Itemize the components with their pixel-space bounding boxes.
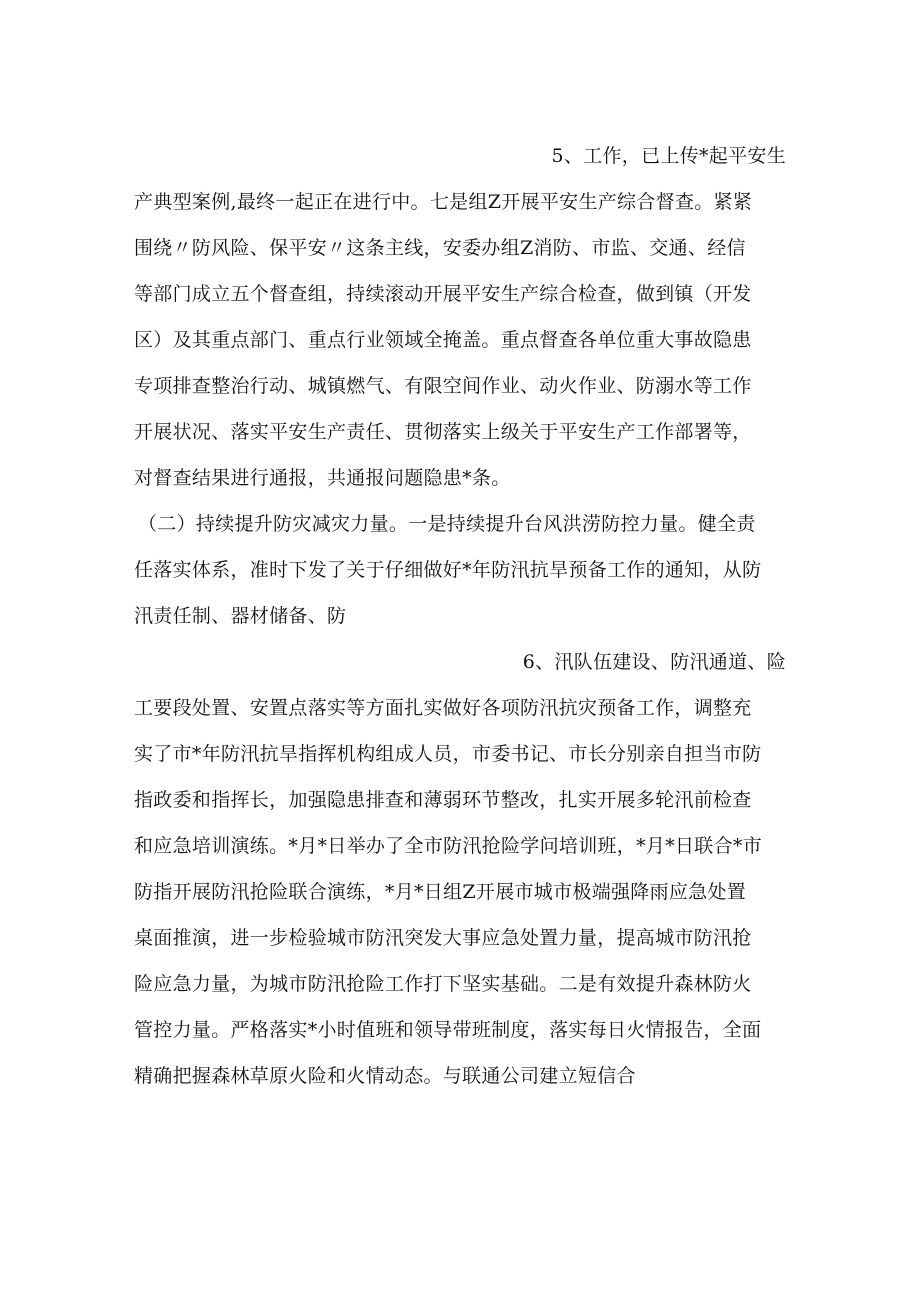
body-text-line: 实了市*年防汛抗旱指挥机构组成人员，市委书记、市长分别亲自担当市防 [134, 743, 762, 765]
body-text-line: 对督查结果进行通报，共通报问题隐患*条。 [134, 467, 511, 489]
body-text-line: 桌面推演，进一步检验城市防汛突发大事应急处置力量，提高城市防汛抢 [134, 927, 752, 949]
body-text-line: 和应急培训演练。*月*日举办了全市防汛抢险学问培训班，*月*日联合*市 [134, 835, 763, 857]
body-text-line: 汛责任制、器材储备、防 [134, 605, 347, 627]
section-number-line: 5、工作，已上传*起平安生 [551, 145, 786, 167]
body-text-line: 围绕〃防风险、保平安〃这条主线，安委办组Z消防、市监、交通、经信 [134, 237, 746, 259]
body-text-line: 管控力量。严格落实*小时值班和领导带班制度，落实每日火情报告，全面 [134, 1019, 762, 1041]
body-text-line: 工要段处置、安置点落实等方面扎实做好各项防汛抗灾预备工作，调整充 [134, 697, 752, 719]
body-text-line: 险应急力量，为城市防汛抢险工作打下坚实基础。二是有效提升森林防火 [134, 973, 752, 995]
body-text-line: 专项排查整治行动、城镇燃气、有限空间作业、动火作业、防溺水等工作 [134, 375, 752, 397]
body-text-line: 开展状况、落实平安生产责任、贯彻落实上级关于平安生产工作部署等， [134, 421, 752, 443]
section-number-line: 6、汛队伍建设、防汛通道、险 [522, 651, 786, 673]
body-text-line: 产典型案例,最终一起正在进行中。七是组Z开展平安生产综合督查。紧紧 [134, 191, 753, 213]
body-text-line: 精确把握森林草原火险和火情动态。与联通公司建立短信合 [134, 1065, 636, 1087]
body-text-line: 等部门成立五个督查组，持续滚动开展平安生产综合检查，做到镇（开发 [134, 283, 752, 305]
body-text-line: 指政委和指挥长，加强隐患排查和薄弱环节整改，扎实开展多轮汛前检查 [134, 789, 752, 811]
body-text-line: 区）及其重点部门、重点行业领域全掩盖。重点督查各单位重大事故隐患 [134, 329, 752, 351]
body-text-line: 防指开展防汛抢险联合演练，*月*日组Z开展市城市极端强降雨应急处置 [134, 881, 747, 903]
body-text-line: 任落实体系，准时下发了关于仔细做好*年防汛抗旱预备工作的通知，从防 [134, 559, 762, 581]
section-heading-line: （二）持续提升防灾减灾力量。一是持续提升台风洪涝防控力量。健全责 [138, 513, 756, 535]
